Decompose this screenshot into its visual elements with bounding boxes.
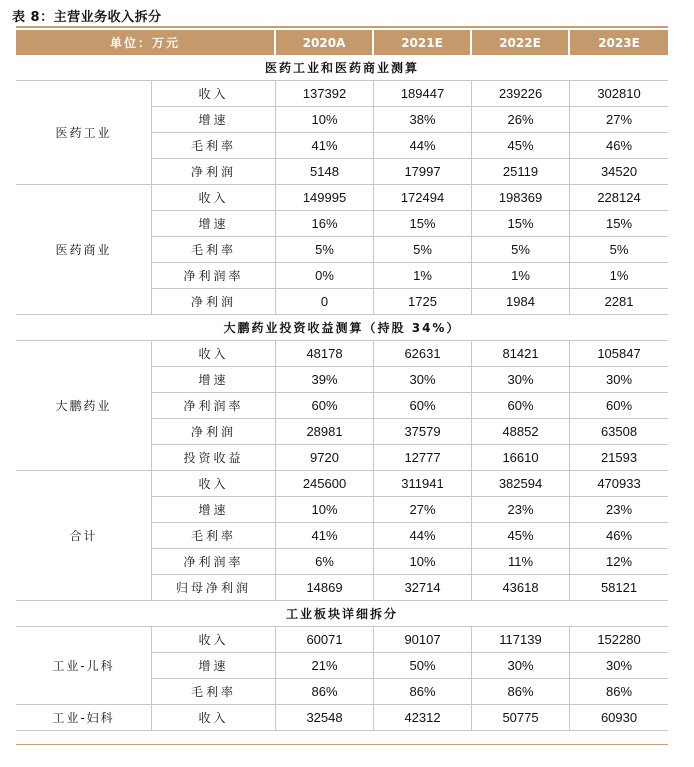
- metric-label: 归母净利润: [152, 575, 276, 601]
- value-cell: 1984: [472, 289, 570, 315]
- metric-label: 净利润率: [152, 393, 276, 419]
- value-cell: 5%: [276, 237, 374, 263]
- value-cell: 5148: [276, 159, 374, 185]
- value-cell: 2281: [570, 289, 668, 315]
- value-cell: 45%: [472, 523, 570, 549]
- value-cell: 48852: [472, 419, 570, 445]
- value-cell: 1%: [570, 263, 668, 289]
- value-cell: 60071: [276, 627, 374, 653]
- value-cell: 15%: [570, 211, 668, 237]
- metric-label: 毛利率: [152, 133, 276, 159]
- year-header: 2023E: [570, 30, 668, 55]
- value-cell: 25119: [472, 159, 570, 185]
- value-cell: 105847: [570, 341, 668, 367]
- value-cell: 0%: [276, 263, 374, 289]
- value-cell: 30%: [570, 367, 668, 393]
- table-row: [16, 705, 668, 731]
- top-rule: [16, 26, 668, 28]
- value-cell: 44%: [374, 133, 472, 159]
- metric-label: 收入: [152, 341, 276, 367]
- value-cell: 58121: [570, 575, 668, 601]
- year-header: 2022E: [472, 30, 570, 55]
- value-cell: 228124: [570, 185, 668, 211]
- value-cell: 60%: [570, 393, 668, 419]
- section-row: [16, 601, 668, 627]
- value-cell: 21%: [276, 653, 374, 679]
- table-row: [16, 81, 668, 107]
- value-cell: 23%: [472, 497, 570, 523]
- section-title: 大鹏药业投资收益测算（持股 34%）: [16, 315, 668, 341]
- value-cell: 10%: [276, 107, 374, 133]
- section-row: [16, 315, 668, 341]
- metric-label: 净利润: [152, 159, 276, 185]
- value-cell: 43618: [472, 575, 570, 601]
- metric-label: 净利润: [152, 289, 276, 315]
- revenue-breakdown-table: [16, 30, 668, 731]
- value-cell: 60930: [570, 705, 668, 731]
- value-cell: 60%: [276, 393, 374, 419]
- value-cell: 1%: [472, 263, 570, 289]
- group-label: 工业-妇科: [16, 705, 152, 731]
- value-cell: 16%: [276, 211, 374, 237]
- value-cell: 302810: [570, 81, 668, 107]
- value-cell: 239226: [472, 81, 570, 107]
- value-cell: 137392: [276, 81, 374, 107]
- table-row: [16, 185, 668, 211]
- value-cell: 172494: [374, 185, 472, 211]
- value-cell: 149995: [276, 185, 374, 211]
- value-cell: 28981: [276, 419, 374, 445]
- value-cell: 41%: [276, 133, 374, 159]
- value-cell: 45%: [472, 133, 570, 159]
- table-row: [16, 471, 668, 497]
- value-cell: 21593: [570, 445, 668, 471]
- value-cell: 117139: [472, 627, 570, 653]
- value-cell: 90107: [374, 627, 472, 653]
- metric-label: 投资收益: [152, 445, 276, 471]
- value-cell: 86%: [570, 679, 668, 705]
- value-cell: 23%: [570, 497, 668, 523]
- value-cell: 0: [276, 289, 374, 315]
- group-label: 医药商业: [16, 185, 152, 315]
- value-cell: 245600: [276, 471, 374, 497]
- group-label: 大鹏药业: [16, 341, 152, 471]
- value-cell: 86%: [276, 679, 374, 705]
- table-row: [16, 341, 668, 367]
- metric-label: 毛利率: [152, 523, 276, 549]
- value-cell: 32548: [276, 705, 374, 731]
- metric-label: 净利润: [152, 419, 276, 445]
- value-cell: 38%: [374, 107, 472, 133]
- value-cell: 46%: [570, 133, 668, 159]
- unit-header: 单位：万元: [16, 30, 276, 55]
- section-title: 工业板块详细拆分: [16, 601, 668, 627]
- value-cell: 198369: [472, 185, 570, 211]
- value-cell: 9720: [276, 445, 374, 471]
- metric-label: 增速: [152, 653, 276, 679]
- metric-label: 增速: [152, 497, 276, 523]
- value-cell: 81421: [472, 341, 570, 367]
- value-cell: 62631: [374, 341, 472, 367]
- value-cell: 30%: [374, 367, 472, 393]
- value-cell: 5%: [570, 237, 668, 263]
- value-cell: 5%: [374, 237, 472, 263]
- value-cell: 34520: [570, 159, 668, 185]
- section-title: 医药工业和医药商业测算: [16, 55, 668, 81]
- value-cell: 470933: [570, 471, 668, 497]
- table-body: [16, 55, 668, 731]
- value-cell: 50%: [374, 653, 472, 679]
- value-cell: 30%: [472, 367, 570, 393]
- value-cell: 60%: [472, 393, 570, 419]
- value-cell: 63508: [570, 419, 668, 445]
- value-cell: 46%: [570, 523, 668, 549]
- value-cell: 16610: [472, 445, 570, 471]
- value-cell: 5%: [472, 237, 570, 263]
- value-cell: 152280: [570, 627, 668, 653]
- table-caption: 表 8：主营业务收入拆分: [12, 10, 162, 25]
- metric-label: 增速: [152, 367, 276, 393]
- year-header: 2020A: [276, 30, 374, 55]
- value-cell: 32714: [374, 575, 472, 601]
- metric-label: 收入: [152, 81, 276, 107]
- value-cell: 6%: [276, 549, 374, 575]
- section-row: [16, 55, 668, 81]
- year-header: 2021E: [374, 30, 472, 55]
- group-label: 合计: [16, 471, 152, 601]
- metric-label: 收入: [152, 471, 276, 497]
- value-cell: 86%: [374, 679, 472, 705]
- value-cell: 15%: [472, 211, 570, 237]
- value-cell: 42312: [374, 705, 472, 731]
- group-label: 医药工业: [16, 81, 152, 185]
- value-cell: 48178: [276, 341, 374, 367]
- metric-label: 毛利率: [152, 679, 276, 705]
- metric-label: 收入: [152, 705, 276, 731]
- value-cell: 50775: [472, 705, 570, 731]
- metric-label: 收入: [152, 627, 276, 653]
- value-cell: 10%: [374, 549, 472, 575]
- value-cell: 11%: [472, 549, 570, 575]
- value-cell: 30%: [570, 653, 668, 679]
- value-cell: 86%: [472, 679, 570, 705]
- value-cell: 382594: [472, 471, 570, 497]
- metric-label: 净利润率: [152, 263, 276, 289]
- value-cell: 14869: [276, 575, 374, 601]
- value-cell: 26%: [472, 107, 570, 133]
- metric-label: 毛利率: [152, 237, 276, 263]
- value-cell: 27%: [374, 497, 472, 523]
- value-cell: 27%: [570, 107, 668, 133]
- metric-label: 收入: [152, 185, 276, 211]
- value-cell: 1%: [374, 263, 472, 289]
- value-cell: 44%: [374, 523, 472, 549]
- value-cell: 12%: [570, 549, 668, 575]
- metric-label: 净利润率: [152, 549, 276, 575]
- value-cell: 30%: [472, 653, 570, 679]
- value-cell: 17997: [374, 159, 472, 185]
- value-cell: 15%: [374, 211, 472, 237]
- value-cell: 60%: [374, 393, 472, 419]
- metric-label: 增速: [152, 211, 276, 237]
- value-cell: 39%: [276, 367, 374, 393]
- value-cell: 41%: [276, 523, 374, 549]
- group-label: 工业-儿科: [16, 627, 152, 705]
- bottom-rule: [16, 744, 668, 745]
- value-cell: 12777: [374, 445, 472, 471]
- value-cell: 37579: [374, 419, 472, 445]
- table-row: [16, 627, 668, 653]
- metric-label: 增速: [152, 107, 276, 133]
- header-row: [16, 30, 668, 55]
- value-cell: 189447: [374, 81, 472, 107]
- value-cell: 311941: [374, 471, 472, 497]
- value-cell: 10%: [276, 497, 374, 523]
- value-cell: 1725: [374, 289, 472, 315]
